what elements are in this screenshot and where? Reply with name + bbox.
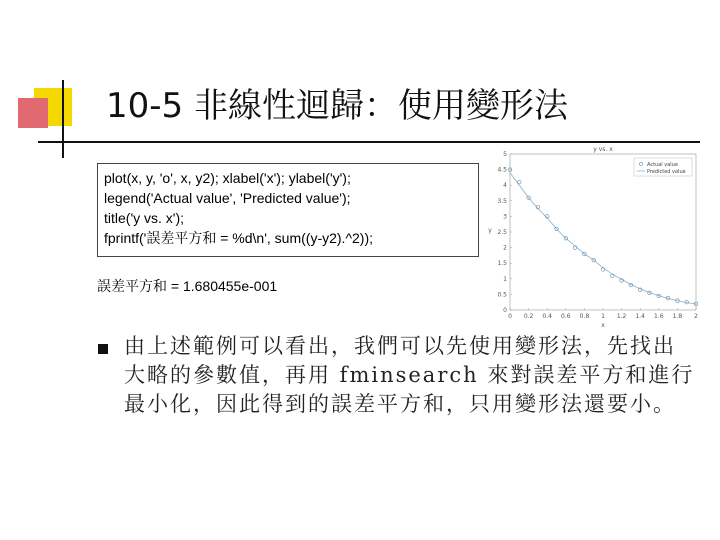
code-box: [97, 163, 479, 257]
x-tick-label: 1: [601, 313, 605, 320]
x-tick-label: 0.6: [561, 313, 571, 320]
data-point-actual: [518, 180, 522, 184]
x-tick-label: 1.4: [635, 313, 645, 320]
x-tick-label: 0.4: [542, 313, 552, 320]
decor-vertical-line: [62, 80, 64, 158]
y-tick-label: 2.5: [497, 229, 507, 236]
y-tick-label: 3.5: [497, 197, 507, 205]
x-tick-label: 2: [694, 313, 698, 320]
y-tick-label: 0: [503, 307, 507, 314]
slide-title: 10-5 非線性迴歸：使用變形法: [106, 86, 568, 126]
x-tick-label: 0: [508, 313, 512, 320]
series-line-predicted: [510, 173, 696, 304]
x-tick-label: 1.8: [672, 313, 683, 320]
y-axis-label: y: [488, 227, 492, 234]
chart: [484, 142, 704, 330]
y-tick-label: 4.5: [497, 166, 507, 174]
code-line: fprintf('誤差平方和 = %d\n', sum((y-y2).^2));: [104, 230, 374, 246]
chart-title: y vs. x: [593, 146, 613, 153]
y-tick-label: 2: [503, 244, 507, 252]
bullet-icon: [98, 344, 108, 354]
decor-red-square: [18, 98, 48, 128]
y-tick-label: 5: [503, 151, 507, 158]
code-line: legend('Actual value', 'Predicted value');: [104, 190, 351, 206]
x-tick-label: 0.2: [523, 313, 534, 320]
result-output: 誤差平方和 = 1.680455e-001: [97, 278, 278, 294]
y-tick-label: 1: [503, 275, 507, 283]
x-tick-label: 1.2: [616, 313, 627, 320]
x-axis-label: x: [601, 322, 605, 329]
y-tick-label: 1.5: [497, 260, 507, 268]
y-tick-label: 3: [503, 213, 507, 221]
legend-label-predicted: Predicted value: [647, 169, 686, 175]
y-tick-label: 4: [503, 182, 507, 190]
legend-label-actual: Actual value: [647, 162, 678, 168]
code-line: plot(x, y, 'o', x, y2); xlabel('x'); ylabel('y');: [104, 170, 351, 186]
code-line: title('y vs. x');: [104, 210, 185, 226]
plot-frame: [510, 154, 696, 310]
x-tick-label: 0.8: [579, 313, 590, 320]
y-tick-label: 0.5: [497, 291, 507, 299]
bullet-paragraph: 由上述範例可以看出，我們可以先使用變形法，先找出大略的參數值，再用 fminsearch 來對誤差平方和進行最小化，因此得到的誤差平方和，只用變形法還要小。: [124, 334, 695, 416]
x-tick-label: 1.6: [654, 313, 664, 320]
